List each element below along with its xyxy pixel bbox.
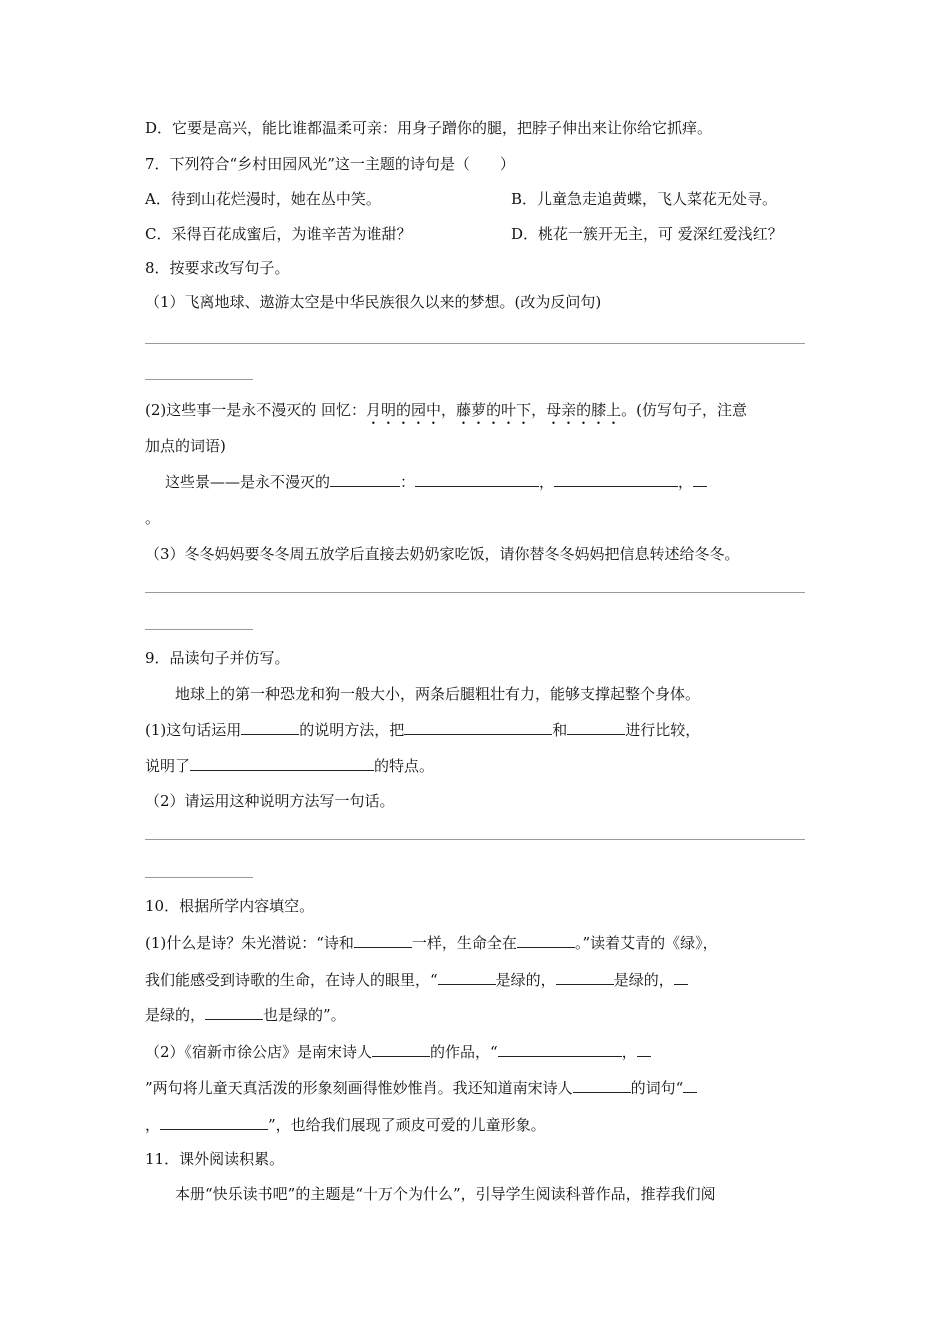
text: 这些景——是永不漫灭的 — [165, 473, 331, 491]
q10-line1 — [145, 932, 718, 953]
text: 和 — [552, 721, 568, 739]
q10-line2 — [145, 969, 688, 990]
text: 是绿的， — [145, 1006, 206, 1024]
blank[interactable] — [573, 1077, 631, 1093]
q10-line3 — [145, 1004, 346, 1025]
blank[interactable] — [567, 719, 625, 735]
text: 是绿的， — [613, 971, 674, 989]
blank[interactable] — [354, 932, 412, 948]
q6-option-d: D．它要是高兴，能比谁都温柔可亲：用身子蹭你的腿，把脖子伸出来让你给它抓痒。 — [145, 119, 713, 137]
q8-part2-cont: 加点的词语) — [145, 437, 226, 455]
text: ： — [400, 473, 416, 491]
text: 的说明方法，把 — [299, 721, 405, 739]
text: ， — [441, 401, 457, 419]
blank[interactable] — [330, 471, 400, 487]
q9-part1-cont — [145, 755, 434, 776]
q9-part1 — [145, 719, 700, 740]
blank[interactable] — [693, 471, 707, 487]
q7-stem: 7．下列符合“乡村田园风光”这一主题的诗句是（ ） — [145, 155, 515, 173]
blank[interactable] — [498, 1041, 622, 1057]
text: ”两句将儿童天真活泼的形象刻画得惟妙惟肖。我还知道南宋诗人 — [145, 1079, 573, 1097]
text: 。(仿写句子，注意 — [621, 401, 747, 419]
text: (1)这句话运用 — [145, 721, 242, 739]
text: 一样，生命全在 — [411, 934, 517, 952]
answer-line-end[interactable] — [145, 629, 253, 630]
answer-line[interactable] — [145, 592, 805, 593]
text: ”，也给我们展现了顽皮可爱的儿童形象。 — [268, 1116, 546, 1134]
blank[interactable] — [674, 969, 688, 985]
blank[interactable] — [556, 969, 614, 985]
text: 的词句“ — [630, 1079, 684, 1097]
q9-stem: 9．品读句子并仿写。 — [145, 649, 290, 667]
q7-option-c: C．采得百花成蜜后，为谁辛苦为谁甜？ — [145, 225, 412, 243]
text: 我们能感受到诗歌的生命，在诗人的眼里，“ — [145, 971, 438, 989]
q9-part2: （2）请运用这种说明方法写一句话。 — [145, 792, 395, 810]
blank[interactable] — [190, 755, 374, 771]
dotted-words: 藤萝的叶下 — [456, 401, 532, 419]
text: ， — [621, 1043, 637, 1061]
q10-stem: 10．根据所学内容填空。 — [145, 897, 315, 915]
answer-line[interactable] — [145, 839, 805, 840]
answer-line[interactable] — [145, 343, 805, 344]
blank[interactable] — [554, 471, 678, 487]
text: 是绿的， — [495, 971, 556, 989]
text: ， — [531, 401, 547, 419]
text: 的作品，“ — [430, 1043, 498, 1061]
dotted-words: 月明的园中 — [366, 401, 442, 419]
q7-option-d: D．桃花一簇开无主，可 爱深红爱浅红？ — [511, 225, 783, 243]
period: 。 — [145, 509, 161, 527]
q9-sentence: 地球上的第一种恐龙和狗一般大小，两条后腿粗壮有力，能够支撑起整个身体。 — [175, 685, 701, 703]
text: ， — [145, 1116, 161, 1134]
dotted-words: 母亲的膝上 — [546, 401, 622, 419]
answer-line-end[interactable] — [145, 379, 253, 380]
text: （2）《宿新市徐公店》是南宋诗人 — [145, 1043, 373, 1061]
q7-option-b: B．儿童急走追黄蝶，飞人菜花无处寻。 — [511, 190, 778, 208]
blank[interactable] — [404, 719, 552, 735]
blank[interactable] — [415, 471, 539, 487]
text: ， — [678, 473, 694, 491]
q10-line4 — [145, 1041, 651, 1062]
blank[interactable] — [241, 719, 299, 735]
text: ， — [539, 473, 555, 491]
blank[interactable] — [438, 969, 496, 985]
q8-part3: （3）冬冬妈妈要冬冬周五放学后直接去奶奶家吃饭，请你替冬冬妈妈把信息转述给冬冬。 — [145, 545, 740, 563]
q11-text: 本册“快乐读书吧”的主题是“十万个为什么”，引导学生阅读科普作品，推荐我们阅 — [175, 1185, 716, 1203]
text: 说明了 — [145, 757, 191, 775]
text: 的特点。 — [374, 757, 435, 775]
blank[interactable] — [372, 1041, 430, 1057]
q7-option-a: A．待到山花烂漫时，她在丛中笑。 — [145, 190, 381, 208]
q11-stem: 11．课外阅读积累。 — [145, 1150, 285, 1168]
q10-line5 — [145, 1077, 697, 1098]
text: (2)这些事一是永不漫灭的 回忆： — [145, 401, 367, 419]
text: 也是绿的”。 — [263, 1006, 346, 1024]
text: 进行比较， — [625, 721, 701, 739]
q8-stem: 8．按要求改写句子。 — [145, 259, 290, 277]
blank[interactable] — [683, 1077, 697, 1093]
q8-part2 — [145, 400, 747, 428]
text: (1)什么是诗？朱光潜说：“诗和 — [145, 934, 354, 952]
answer-line-end[interactable] — [145, 877, 253, 878]
text: 。”读着艾青的《绿》， — [574, 934, 718, 952]
q8-part2-fill — [165, 471, 707, 492]
blank[interactable] — [637, 1041, 651, 1057]
q10-line6 — [145, 1114, 546, 1135]
blank[interactable] — [205, 1004, 263, 1020]
blank[interactable] — [160, 1114, 268, 1130]
q8-part1: （1）飞离地球、遨游太空是中华民族很久以来的梦想。(改为反问句) — [145, 293, 602, 311]
blank[interactable] — [517, 932, 575, 948]
